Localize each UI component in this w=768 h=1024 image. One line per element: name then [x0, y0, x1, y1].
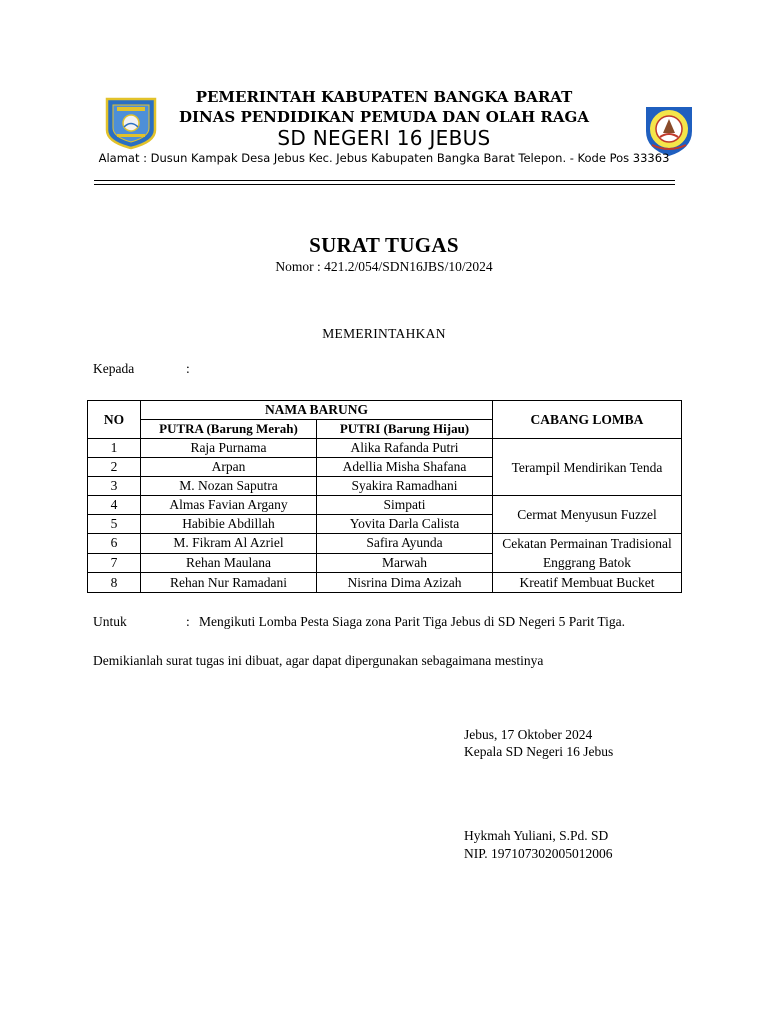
kepada-colon: : — [186, 361, 190, 376]
letterhead-rule-thick — [94, 180, 675, 181]
header-no: NO — [88, 401, 141, 439]
row-no: 8 — [88, 573, 141, 593]
header-putra: PUTRA (Barung Merah) — [141, 420, 317, 439]
letterhead-school-name: SD NEGERI 16 JEBUS — [277, 126, 491, 150]
kepada-label: Kepada — [93, 361, 135, 376]
document-title: SURAT TUGAS — [309, 233, 459, 257]
untuk-colon: : — [186, 614, 190, 629]
header-nama-barung: NAMA BARUNG — [141, 401, 493, 420]
row-no: 6 — [88, 534, 141, 554]
row-putra: M. Fikram Al Azriel — [141, 534, 317, 554]
order-heading: MEMERINTAHKAN — [322, 326, 446, 341]
row-no: 5 — [88, 515, 141, 534]
row-putri: Nisrina Dima Azizah — [317, 573, 493, 593]
header-cabang-lomba: CABANG LOMBA — [493, 401, 682, 439]
row-cabang: Cekatan Permainan Tradisional Enggrang Batok — [493, 534, 682, 573]
untuk-text: Mengikuti Lomba Pesta Siaga zona Parit Tiga Jebus di SD Negeri 5 Parit Tiga. — [199, 614, 625, 629]
row-putra: Almas Favian Argany — [141, 496, 317, 515]
row-putri: Simpati — [317, 496, 493, 515]
table-row — [88, 496, 682, 515]
table-row — [88, 534, 682, 554]
row-putri: Adellia Misha Shafana — [317, 458, 493, 477]
row-cabang: Kreatif Membuat Bucket — [493, 573, 682, 593]
letterhead-department: DINAS PENDIDIKAN PEMUDA DAN OLAH RAGA — [179, 108, 589, 126]
header-putri: PUTRI (Barung Hijau) — [317, 420, 493, 439]
table-header-row — [88, 401, 682, 420]
closing-statement: Demikianlah surat tugas ini dibuat, agar dapat dipergunakan sebagaimana mestinya — [93, 653, 544, 668]
signature-position: Kepala SD Negeri 16 Jebus — [464, 744, 614, 759]
row-putra: Arpan — [141, 458, 317, 477]
signature-name: Hykmah Yuliani, S.Pd. SD — [464, 828, 609, 843]
row-putra: Habibie Abdillah — [141, 515, 317, 534]
row-no: 1 — [88, 439, 141, 458]
row-putri: Yovita Darla Calista — [317, 515, 493, 534]
letterhead-address: Alamat : Dusun Kampak Desa Jebus Kec. Jebus Kabupaten Bangka Barat Telepon. - Kode Pos 33363 — [98, 151, 670, 165]
row-no: 3 — [88, 477, 141, 496]
row-putri: Safira Ayunda — [317, 534, 493, 554]
signature-place-date: Jebus, 17 Oktober 2024 — [464, 727, 593, 742]
row-putra: Rehan Maulana — [141, 553, 317, 573]
table-row — [88, 439, 682, 458]
document-number: Nomor : 421.2/054/SDN16JBS/10/2024 — [275, 259, 493, 274]
letterhead-government: PEMERINTAH KABUPATEN BANGKA BARAT — [195, 88, 573, 106]
row-putri: Marwah — [317, 553, 493, 573]
row-no: 2 — [88, 458, 141, 477]
row-putra: M. Nozan Saputra — [141, 477, 317, 496]
assignment-table — [87, 400, 682, 593]
row-cabang: Cermat Menyusun Fuzzel — [493, 496, 682, 534]
row-putri: Syakira Ramadhani — [317, 477, 493, 496]
signature-nip: NIP. 197107302005012006 — [464, 846, 613, 861]
row-no: 4 — [88, 496, 141, 515]
row-putra: Raja Purnama — [141, 439, 317, 458]
row-putra: Rehan Nur Ramadani — [141, 573, 317, 593]
table-row — [88, 573, 682, 593]
row-putri: Alika Rafanda Putri — [317, 439, 493, 458]
row-no: 7 — [88, 553, 141, 573]
row-cabang: Terampil Mendirikan Tenda — [493, 439, 682, 496]
letterhead-rule-thin — [94, 184, 675, 185]
untuk-label: Untuk — [93, 614, 127, 629]
